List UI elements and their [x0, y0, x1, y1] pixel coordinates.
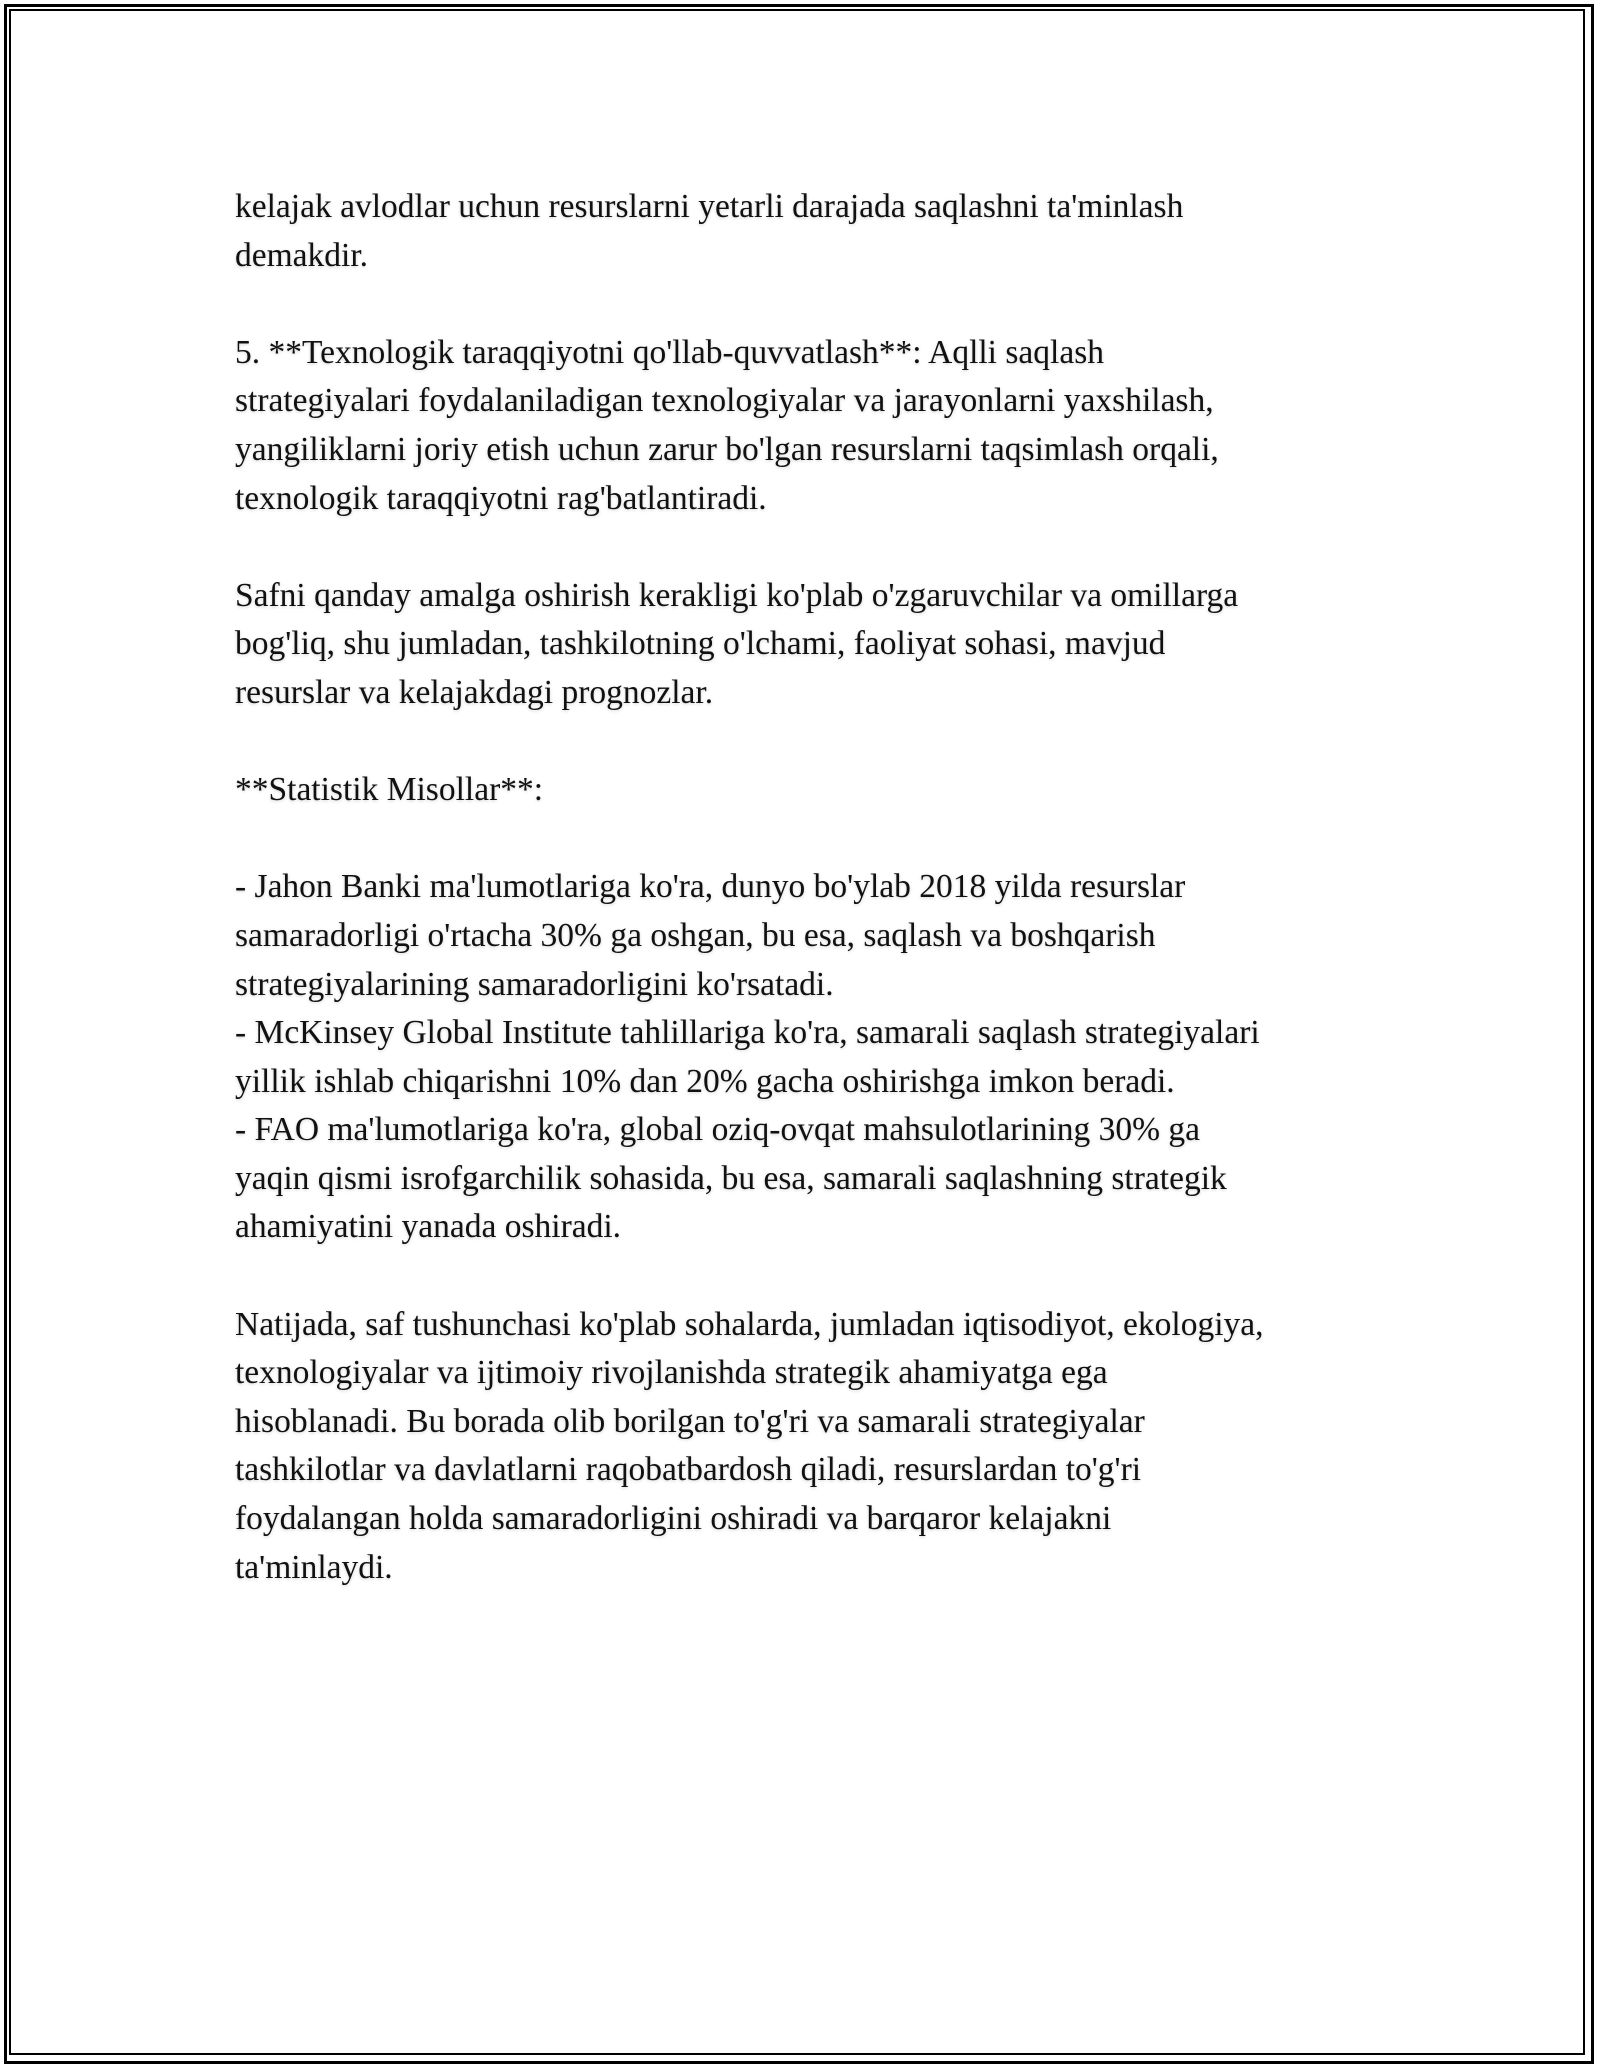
text-line: bog'liq, shu jumladan, tashkilotning o'lchami, faoliyat sohasi, mavjud	[235, 625, 1166, 663]
text-line: demakdir.	[235, 236, 369, 274]
text-line: Natijada, saf tushunchasi ko'plab sohalarda, jumladan iqtisodiyot, ekologiya,	[235, 1305, 1264, 1343]
text-line: - Jahon Banki ma'lumotlariga ko'ra, dunyo bo'ylab 2018 yilda resurslar	[235, 868, 1186, 906]
text-line: yillik ishlab chiqarishni 10% dan 20% gacha oshirishga imkon beradi.	[235, 1062, 1175, 1100]
text-line: strategiyalarining samaradorligini ko'rsatadi.	[235, 965, 834, 1003]
text-line: tashkilotlar va davlatlarni raqobatbardosh qiladi, resurslardan to'g'ri	[235, 1451, 1142, 1489]
text-line: Safni qanday amalga oshirish kerakligi ko'plab o'zgaruvchilar va omillarga	[235, 576, 1239, 614]
text-line: resurslar va kelajakdagi prognozlar.	[235, 673, 714, 711]
text-line: yaqin qismi isrofgarchilik sohasida, bu esa, samarali saqlashning strategik	[235, 1159, 1227, 1197]
text-line: hisoblanadi. Bu borada olib borilgan to'g'ri va samarali strategiyalar	[235, 1402, 1145, 1440]
document-body	[235, 183, 1385, 1641]
text-line: samaradorligi o'rtacha 30% ga oshgan, bu esa, saqlash va boshqarish	[235, 916, 1156, 954]
text-line: strategiyalari foydalaniladigan texnologiyalar va jarayonlarni yaxshilash,	[235, 382, 1214, 420]
paragraph-conclusion	[235, 1301, 1385, 1593]
text-line: - McKinsey Global Institute tahlillariga ko'ra, samarali saqlash strategiyalari	[235, 1014, 1260, 1052]
paragraph-continuation	[235, 183, 1385, 280]
paragraph-item-5	[235, 329, 1385, 523]
section-heading-statistics	[235, 766, 1385, 815]
text-line: texnologik taraqqiyotni rag'batlantiradi.	[235, 479, 767, 517]
text-line: 5. **Texnologik taraqqiyotni qo'llab-quvvatlash**: Aqlli saqlash	[235, 333, 1104, 371]
text-line: foydalangan holda samaradorligini oshiradi va barqaror kelajakni	[235, 1500, 1112, 1538]
text-line: kelajak avlodlar uchun resurslarni yetarli darajada saqlashni ta'minlash	[235, 188, 1184, 225]
text-line: ta'minlaydi.	[235, 1548, 393, 1586]
text-line: texnologiyalar va ijtimoiy rivojlanishda strategik ahamiyatga ega	[235, 1354, 1108, 1392]
text-line: ahamiyatini yanada oshiradi.	[235, 1208, 622, 1246]
text-line: **Statistik Misollar**:	[235, 771, 544, 809]
text-line: - FAO ma'lumotlariga ko'ra, global oziq-ovqat mahsulotlarining 30% ga	[235, 1111, 1201, 1149]
paragraph-implementation	[235, 572, 1385, 718]
text-line: yangiliklarni joriy etish uchun zarur bo'lgan resurslarni taqsimlash orqali,	[235, 430, 1219, 468]
statistics-list	[235, 863, 1385, 1252]
